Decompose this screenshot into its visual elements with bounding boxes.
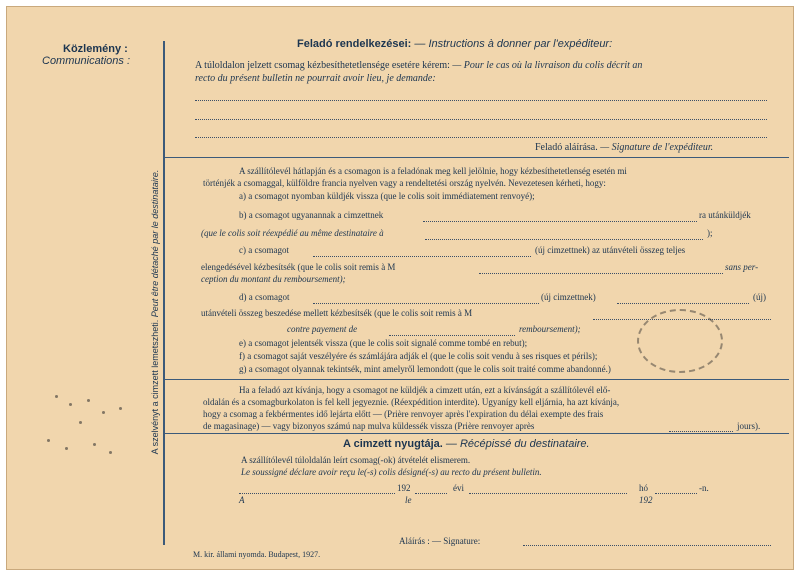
- communications-title-fr: Communications :: [42, 55, 131, 67]
- instruction-line-2[interactable]: [195, 119, 767, 120]
- ink-speck: [55, 395, 58, 398]
- option-b-field-2[interactable]: [425, 239, 703, 240]
- section-divider-2: [165, 379, 789, 380]
- ink-speck: [79, 421, 82, 424]
- date-n: -n.: [699, 483, 709, 493]
- receipt-heading: [343, 438, 590, 450]
- date-year: 192: [397, 483, 411, 493]
- postal-form-back: [6, 6, 794, 570]
- option-c-field-2[interactable]: [479, 273, 723, 274]
- receipt-line-1: A szállítólevél túloldalán leírt csomag(-ok) átvételét elismerem.: [241, 455, 471, 465]
- ink-speck: [93, 443, 96, 446]
- option-d-line1-mid: (új cimzettnek): [541, 292, 596, 302]
- note-line-3: hogy a csomag a fekbérmentes idő lejárta előtt — (Prière renvoyer après l'expiration du délai exempte des frais: [203, 409, 604, 419]
- note-line-4-end: jours).: [737, 421, 761, 431]
- option-f: f) a csomagot saját veszélyére és számlájára adják el (que le colis soit vendu à ses risques et périls);: [239, 351, 598, 361]
- postmark-stamp: [637, 309, 723, 373]
- option-c-line1: c) a csomagot: [239, 245, 289, 255]
- option-b-line2-end: );: [707, 228, 713, 238]
- ink-speck: [119, 407, 122, 410]
- option-d-field-2[interactable]: [617, 303, 749, 304]
- option-d-line3-a: contre payement de: [287, 324, 358, 334]
- detach-note: [150, 170, 160, 455]
- place-field[interactable]: [239, 493, 395, 494]
- date-evi: évi: [453, 483, 464, 493]
- date-192: 192: [639, 495, 653, 505]
- receipt-signature-field[interactable]: [523, 545, 771, 546]
- note-line-4: de magasinage) — vagy bizonyos számú nap mulva küldessék vissza (Prière renvoyer après: [203, 421, 535, 431]
- printer-imprint: M. kir. állami nyomda. Budapest, 1927.: [193, 550, 321, 559]
- year-field[interactable]: [415, 493, 447, 494]
- sender-heading-hu: Feladó rendelkezései:: [297, 38, 412, 50]
- option-b-line2: (que le colis soit réexpédié au même destinataire à: [201, 228, 384, 238]
- ink-speck: [109, 451, 112, 454]
- ink-speck: [69, 403, 72, 406]
- option-c-line1-mid: (új cimzettnek) az utánvételi összeg teljes: [535, 245, 686, 255]
- option-c-line3: ception du montant du remboursement);: [201, 274, 346, 284]
- option-d-field-4[interactable]: [389, 335, 515, 336]
- note-line-1: Ha a feladó azt kívánja, hogy a csomagot ne küldjék a cimzett után, ezt a kívánságát a szállítólevél elő-: [239, 385, 611, 395]
- options-intro-1: A szállítólevél hátlapján és a csomagon is a feladónak meg kell jelölnie, hogy kézbesíthetetlenség esetén mi: [239, 166, 627, 176]
- ink-speck: [102, 411, 105, 414]
- section-divider-1: [165, 157, 789, 158]
- receipt-heading-fr: — Récépissé du destinataire.: [445, 438, 590, 450]
- instruction-line-1[interactable]: [195, 100, 767, 101]
- option-c-field[interactable]: [313, 256, 531, 257]
- option-c-line2: elengedésével kézbesítsék (que le colis soit remis à M: [201, 262, 396, 272]
- return-days-field[interactable]: [669, 431, 733, 432]
- sender-line2: recto du présent bulletin ne pourrait avoir lieu, je demande:: [195, 73, 436, 84]
- month-field[interactable]: [469, 493, 627, 494]
- receipt-signature-label: Aláírás : — Signature:: [399, 536, 481, 546]
- option-d-line1-end: (új): [753, 292, 766, 302]
- date-a: A: [239, 495, 245, 505]
- option-d-line2: utánvételi összeg beszedése mellett kézbesítsék (que le colis soit remis à M: [201, 308, 473, 318]
- sender-signature: [535, 142, 713, 153]
- receipt-heading-hu: A cimzett nyugtája.: [343, 438, 443, 450]
- detach-note-fr: Peut être détaché par le destinataire.: [150, 169, 160, 318]
- options-intro-2: történjék a csomaggal, külföldre francia nyelven vagy a rendeltetési ország nyelvén. Nevezetesen kérheti, hogy:: [203, 178, 606, 188]
- note-line-2: oldalán és a csomagburkolaton is fel kell jegyeznie. (Réexpédition interdite). Ugyanígy kell eljárnia, ha azt kívánja,: [203, 397, 620, 407]
- sender-line1: [195, 60, 642, 71]
- date-ho: hó: [639, 483, 648, 493]
- ink-speck: [87, 399, 90, 402]
- option-d-line1: d) a csomagot: [239, 292, 290, 302]
- sender-heading: [297, 38, 612, 50]
- detach-note-hu: A szelvényt a cimzett lemetszheti.: [150, 319, 160, 455]
- option-a: a) a csomagot nyomban küldjék vissza (que le colis soit immédiatement renvoyé);: [239, 191, 535, 201]
- option-e: e) a csomagot jelentsék vissza (que le colis soit signalé comme tombé en rebut);: [239, 338, 528, 348]
- option-d-line3-b: remboursement);: [519, 324, 581, 334]
- instruction-line-3[interactable]: [195, 137, 767, 138]
- option-c-line2-end: sans per-: [725, 262, 759, 272]
- option-d-field[interactable]: [313, 303, 539, 304]
- ink-speck: [65, 447, 68, 450]
- sender-line1-fr: — Pour le cas où la livraison du colis décrit an: [452, 60, 643, 71]
- sender-heading-fr: — Instructions à donner par l'expéditeur:: [414, 38, 613, 50]
- option-b-field[interactable]: [423, 221, 697, 222]
- ink-speck: [47, 439, 50, 442]
- communications-title-hu: Közlemény :: [63, 43, 128, 55]
- option-b-line1-end: ra utánküldjék: [699, 210, 751, 220]
- day-field[interactable]: [655, 493, 697, 494]
- sender-signature-fr: — Signature de l'expéditeur.: [600, 142, 714, 153]
- sender-line1-hu: A túloldalon jelzett csomag kézbesíthetetlensége esetére kérem:: [195, 60, 450, 71]
- section-divider-3: [165, 433, 789, 434]
- sender-signature-hu: Feladó aláírása.: [535, 142, 598, 153]
- cut-line: [163, 41, 165, 545]
- option-b-line1: b) a csomagot ugyanannak a cimzettnek: [239, 210, 384, 220]
- option-g: g) a csomagot olyannak tekintsék, mint amelyről lemondott (que le colis soit traité comme abandonné.): [239, 364, 611, 374]
- date-le: le: [405, 495, 412, 505]
- receipt-line-2: Le soussigné déclare avoir reçu le(-s) colis désigné(-s) au recto du présent bulletin.: [241, 467, 542, 477]
